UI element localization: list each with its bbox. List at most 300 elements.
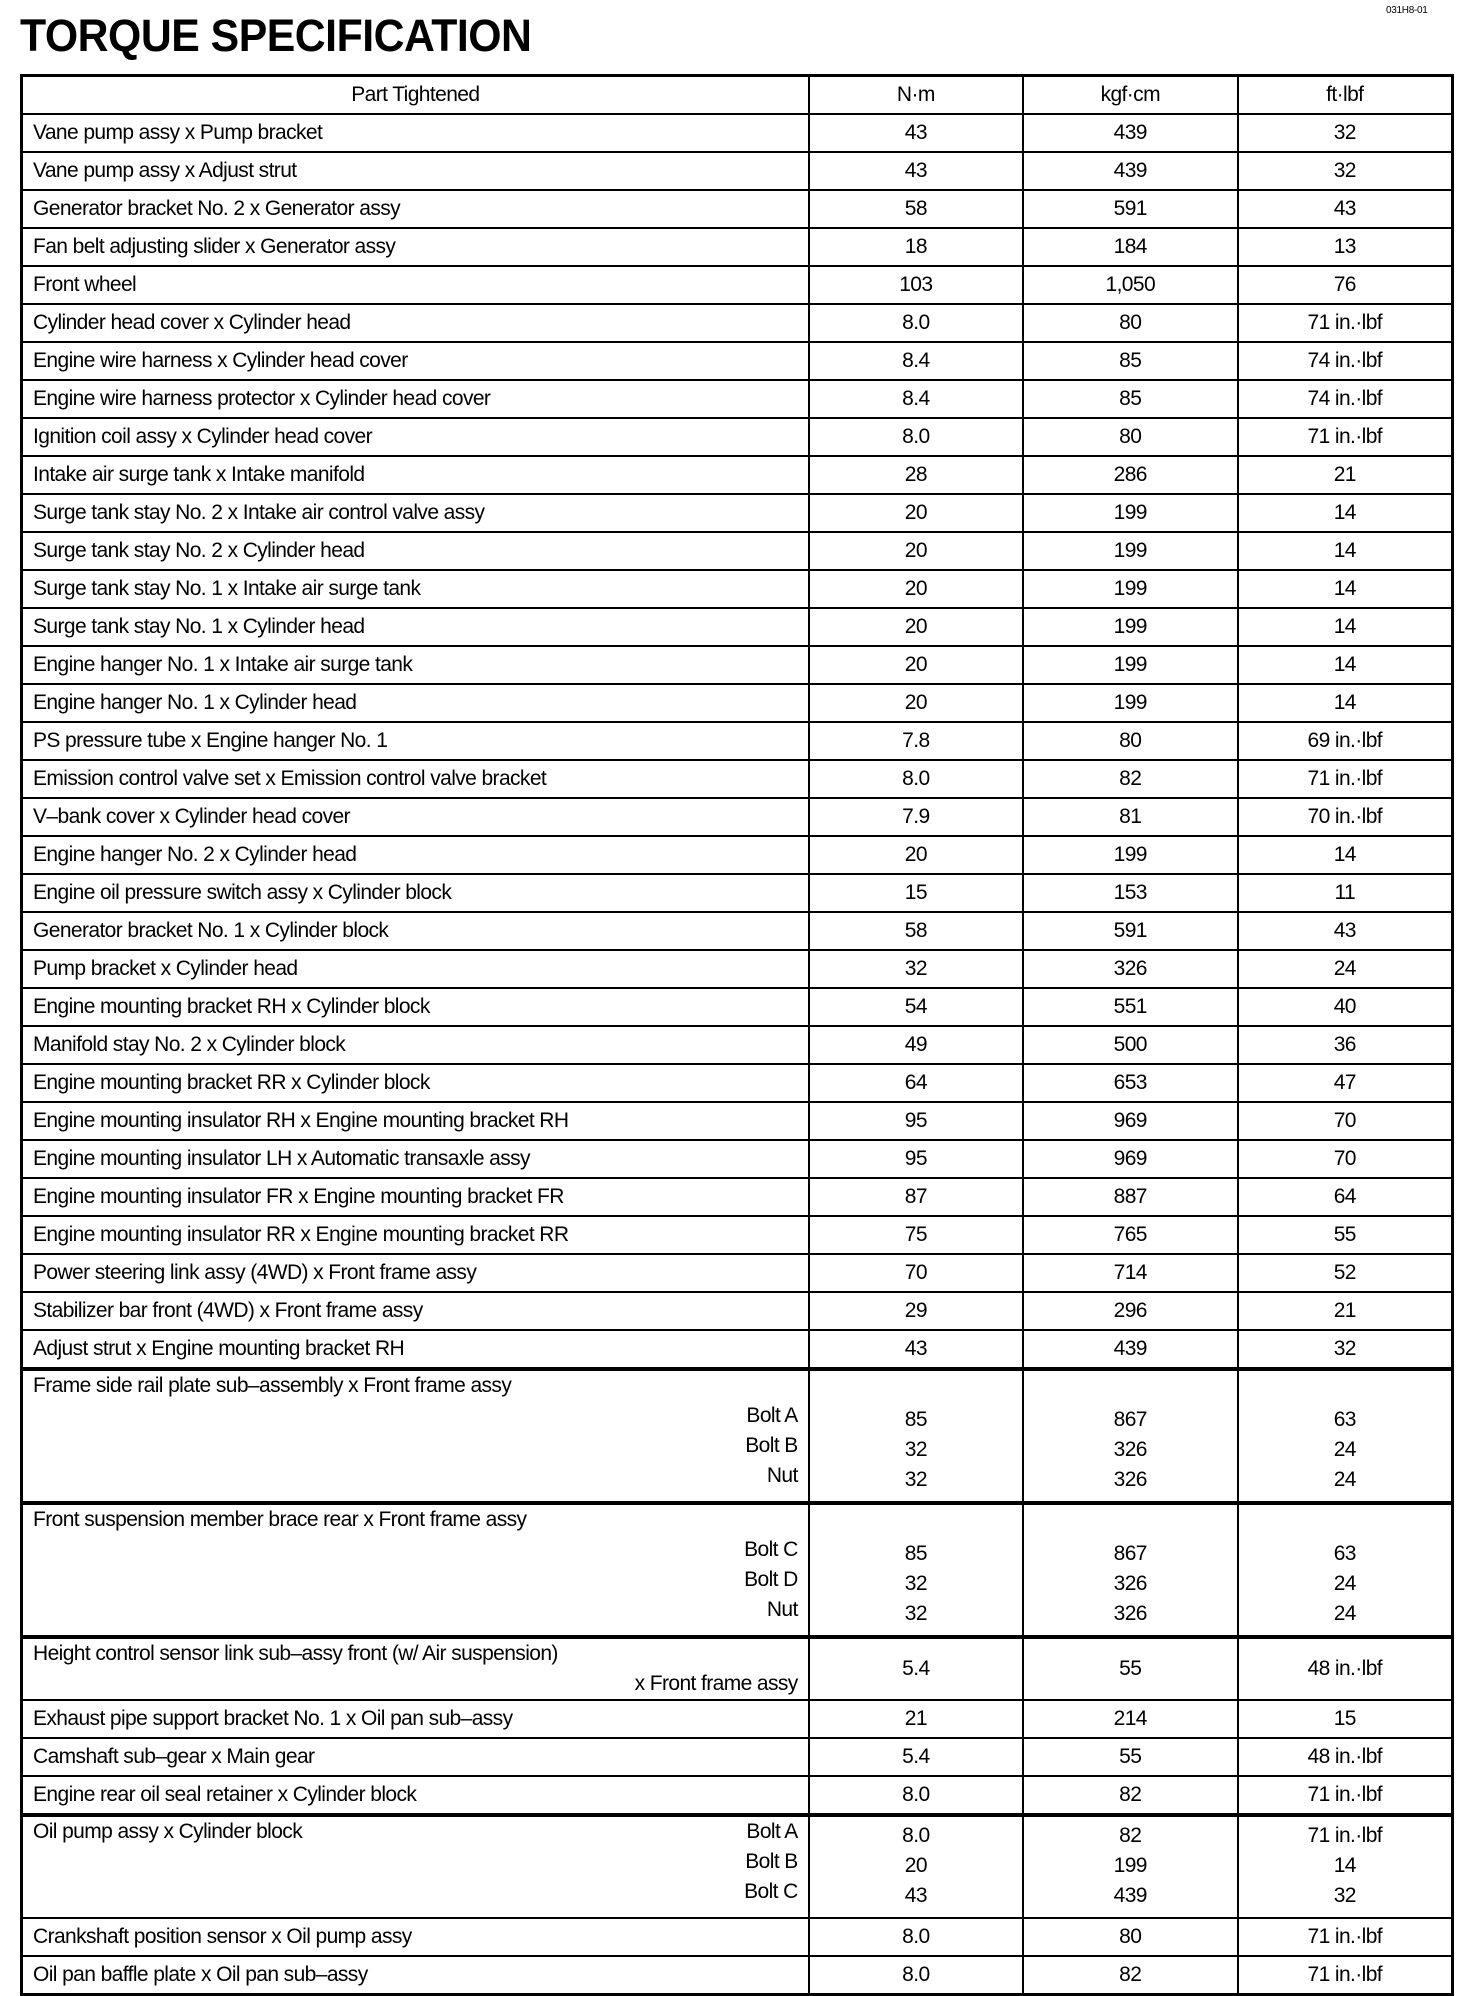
ftlbf-value: 15 bbox=[1238, 1700, 1453, 1738]
kgfcm-value: 55 bbox=[1023, 1738, 1238, 1776]
part-name: Surge tank stay No. 2 x Cylinder head bbox=[33, 539, 365, 562]
header-ftlbf: ft·lbf bbox=[1238, 76, 1453, 115]
kgfcm-value: 1,050 bbox=[1023, 266, 1238, 304]
nm-value: 43 bbox=[904, 1884, 927, 1907]
kgfcm-value-cell bbox=[1023, 1815, 1238, 1918]
table-row bbox=[22, 874, 1453, 912]
table-row bbox=[22, 1178, 1453, 1216]
nm-value: 8.0 bbox=[809, 418, 1023, 456]
kgfcm-value: 867 bbox=[1113, 1542, 1147, 1565]
fastener-label: Bolt D bbox=[744, 1568, 798, 1591]
part-cell bbox=[22, 152, 809, 190]
spacer bbox=[1239, 1509, 1451, 1539]
table-row bbox=[22, 494, 1453, 532]
kgfcm-value: 500 bbox=[1023, 1026, 1238, 1064]
kgfcm-value: 969 bbox=[1023, 1102, 1238, 1140]
ftlbf-value: 52 bbox=[1238, 1254, 1453, 1292]
part-cell bbox=[22, 798, 809, 836]
part-cell bbox=[22, 1918, 809, 1956]
table-row bbox=[22, 342, 1453, 380]
nm-value: 29 bbox=[809, 1292, 1023, 1330]
nm-value: 32 bbox=[904, 1602, 927, 1625]
kgfcm-value: 439 bbox=[1113, 1884, 1147, 1907]
nm-value: 87 bbox=[809, 1178, 1023, 1216]
part-name: PS pressure tube x Engine hanger No. 1 bbox=[33, 729, 388, 752]
nm-value: 28 bbox=[809, 456, 1023, 494]
ftlbf-value: 71 in.·lbf bbox=[1238, 304, 1453, 342]
kgfcm-value-cell bbox=[1023, 1369, 1238, 1503]
spacer bbox=[810, 1509, 1022, 1539]
nm-value: 20 bbox=[809, 532, 1023, 570]
part-name: Intake air surge tank x Intake manifold bbox=[33, 463, 365, 486]
header-kgfcm: kgf·cm bbox=[1023, 76, 1238, 115]
fastener-label: Nut bbox=[766, 1598, 798, 1621]
ftlbf-value: 24 bbox=[1333, 1438, 1356, 1461]
table-row bbox=[22, 760, 1453, 798]
table-row bbox=[22, 798, 1453, 836]
ftlbf-value: 24 bbox=[1333, 1468, 1356, 1491]
nm-value: 32 bbox=[904, 1468, 927, 1491]
table-row bbox=[22, 836, 1453, 874]
ftlbf-value: 11 bbox=[1238, 874, 1453, 912]
ftlbf-value: 71 in.·lbf bbox=[1238, 1918, 1453, 1956]
part-cell bbox=[22, 190, 809, 228]
kgfcm-value: 80 bbox=[1023, 1918, 1238, 1956]
page-title: TORQUE SPECIFICATION bbox=[20, 10, 532, 61]
part-name: Engine wire harness x Cylinder head cover bbox=[33, 349, 408, 372]
kgfcm-value: 82 bbox=[1023, 760, 1238, 798]
part-cell bbox=[22, 760, 809, 798]
kgfcm-value: 82 bbox=[1023, 1956, 1238, 1995]
part-name: Ignition coil assy x Cylinder head cover bbox=[33, 425, 373, 448]
kgfcm-value: 214 bbox=[1023, 1700, 1238, 1738]
ftlbf-value: 70 in.·lbf bbox=[1238, 798, 1453, 836]
kgfcm-value: 199 bbox=[1023, 570, 1238, 608]
ftlbf-value: 32 bbox=[1238, 152, 1453, 190]
part-name: Power steering link assy (4WD) x Front frame assy bbox=[33, 1261, 477, 1284]
ftlbf-value: 74 in.·lbf bbox=[1238, 380, 1453, 418]
header-nm: N·m bbox=[809, 76, 1023, 115]
part-cell bbox=[22, 988, 809, 1026]
part-name: Adjust strut x Engine mounting bracket RH bbox=[33, 1337, 405, 1360]
kgfcm-value: 199 bbox=[1023, 494, 1238, 532]
part-name: Surge tank stay No. 1 x Cylinder head bbox=[33, 615, 365, 638]
nm-value: 20 bbox=[809, 494, 1023, 532]
kgfcm-value: 85 bbox=[1023, 342, 1238, 380]
part-cell bbox=[22, 570, 809, 608]
table-row bbox=[22, 1102, 1453, 1140]
nm-value: 8.4 bbox=[809, 380, 1023, 418]
ftlbf-value: 14 bbox=[1238, 608, 1453, 646]
part-name: Vane pump assy x Pump bracket bbox=[33, 121, 323, 144]
nm-value: 58 bbox=[809, 190, 1023, 228]
part-name: Engine oil pressure switch assy x Cylinder block bbox=[33, 881, 452, 904]
table-row bbox=[22, 190, 1453, 228]
part-cell bbox=[22, 1503, 809, 1637]
ftlbf-value: 14 bbox=[1238, 684, 1453, 722]
table-row bbox=[22, 912, 1453, 950]
ftlbf-value: 71 in.·lbf bbox=[1307, 1824, 1383, 1847]
part-cell bbox=[22, 1700, 809, 1738]
ftlbf-value: 71 in.·lbf bbox=[1238, 418, 1453, 456]
nm-value: 8.0 bbox=[809, 1956, 1023, 1995]
ftlbf-value: 47 bbox=[1238, 1064, 1453, 1102]
torque-table bbox=[20, 74, 1454, 1996]
part-cell bbox=[22, 494, 809, 532]
nm-value: 95 bbox=[809, 1102, 1023, 1140]
kgfcm-value: 653 bbox=[1023, 1064, 1238, 1102]
nm-value: 70 bbox=[809, 1254, 1023, 1292]
kgfcm-value: 85 bbox=[1023, 380, 1238, 418]
part-cell bbox=[22, 228, 809, 266]
part-cell bbox=[22, 1216, 809, 1254]
nm-value-cell bbox=[809, 1815, 1023, 1918]
table-row bbox=[22, 988, 1453, 1026]
part-cell bbox=[22, 874, 809, 912]
kgfcm-value: 81 bbox=[1023, 798, 1238, 836]
part-name: Engine mounting bracket RH x Cylinder block bbox=[33, 995, 430, 1018]
ftlbf-value: 64 bbox=[1238, 1178, 1453, 1216]
spacer bbox=[1024, 1509, 1237, 1539]
kgfcm-value: 286 bbox=[1023, 456, 1238, 494]
ftlbf-value: 63 bbox=[1333, 1408, 1356, 1431]
ftlbf-value: 32 bbox=[1333, 1884, 1356, 1907]
ftlbf-value: 63 bbox=[1333, 1542, 1356, 1565]
part-cell bbox=[22, 380, 809, 418]
kgfcm-value: 326 bbox=[1023, 950, 1238, 988]
fastener-label: Bolt C bbox=[744, 1880, 798, 1903]
table-row bbox=[22, 266, 1453, 304]
nm-value: 43 bbox=[809, 152, 1023, 190]
part-name: Engine hanger No. 1 x Cylinder head bbox=[33, 691, 357, 714]
nm-value: 8.4 bbox=[809, 342, 1023, 380]
part-cell bbox=[22, 1637, 809, 1700]
part-cell bbox=[22, 1102, 809, 1140]
nm-value: 43 bbox=[809, 114, 1023, 152]
part-name: Crankshaft position sensor x Oil pump assy bbox=[33, 1925, 412, 1948]
table-row bbox=[22, 722, 1453, 760]
part-name: Engine hanger No. 1 x Intake air surge tank bbox=[33, 653, 413, 676]
ftlbf-value: 32 bbox=[1238, 114, 1453, 152]
table-row bbox=[22, 114, 1453, 152]
part-name: Exhaust pipe support bracket No. 1 x Oil pan sub–assy bbox=[33, 1707, 513, 1730]
nm-value: 32 bbox=[904, 1572, 927, 1595]
part-name: Surge tank stay No. 1 x Intake air surge tank bbox=[33, 577, 421, 600]
nm-value: 18 bbox=[809, 228, 1023, 266]
table-row bbox=[22, 1776, 1453, 1815]
part-line bbox=[33, 1817, 798, 1847]
ftlbf-value: 14 bbox=[1333, 1854, 1356, 1877]
nm-value: 8.0 bbox=[809, 1918, 1023, 1956]
table-row bbox=[22, 1330, 1453, 1369]
nm-value: 54 bbox=[809, 988, 1023, 1026]
part-name: Stabilizer bar front (4WD) x Front frame assy bbox=[33, 1299, 423, 1322]
part-name: Manifold stay No. 2 x Cylinder block bbox=[33, 1033, 346, 1056]
nm-value: 20 bbox=[904, 1854, 927, 1877]
part-cell bbox=[22, 1956, 809, 1995]
nm-value: 5.4 bbox=[809, 1738, 1023, 1776]
part-cell bbox=[22, 836, 809, 874]
kgfcm-value: 887 bbox=[1023, 1178, 1238, 1216]
nm-value-cell bbox=[809, 1369, 1023, 1503]
nm-value: 21 bbox=[809, 1700, 1023, 1738]
part-name: Front wheel bbox=[33, 273, 137, 296]
table-row bbox=[22, 1292, 1453, 1330]
part-name: Camshaft sub–gear x Main gear bbox=[33, 1745, 315, 1768]
kgfcm-value: 439 bbox=[1023, 114, 1238, 152]
ftlbf-value: 32 bbox=[1238, 1330, 1453, 1369]
kgfcm-value: 326 bbox=[1113, 1602, 1147, 1625]
ftlbf-value: 70 bbox=[1238, 1102, 1453, 1140]
kgfcm-value: 199 bbox=[1023, 836, 1238, 874]
ftlbf-value: 76 bbox=[1238, 266, 1453, 304]
part-name: Front suspension member brace rear x Front frame assy bbox=[33, 1508, 527, 1531]
kgfcm-value: 199 bbox=[1023, 684, 1238, 722]
part-cell bbox=[22, 950, 809, 988]
table-row bbox=[22, 1918, 1453, 1956]
nm-value: 20 bbox=[809, 836, 1023, 874]
nm-value: 7.8 bbox=[809, 722, 1023, 760]
table-row bbox=[22, 1503, 1453, 1637]
kgfcm-value: 591 bbox=[1023, 190, 1238, 228]
nm-value: 85 bbox=[904, 1408, 927, 1431]
fastener-label: Nut bbox=[766, 1464, 798, 1487]
table-header-row bbox=[22, 76, 1453, 115]
document-code: 031H8-01 bbox=[1386, 5, 1428, 16]
table-row bbox=[22, 1140, 1453, 1178]
ftlbf-value: 48 in.·lbf bbox=[1238, 1738, 1453, 1776]
nm-value: 20 bbox=[809, 608, 1023, 646]
ftlbf-value: 14 bbox=[1238, 532, 1453, 570]
part-name: Height control sensor link sub–assy front (w/ Air suspension) bbox=[33, 1642, 558, 1665]
part-cell bbox=[22, 1178, 809, 1216]
nm-value: 15 bbox=[809, 874, 1023, 912]
fastener-label: Bolt A bbox=[746, 1404, 798, 1427]
kgfcm-value: 184 bbox=[1023, 228, 1238, 266]
table-row bbox=[22, 456, 1453, 494]
table-row bbox=[22, 304, 1453, 342]
table-row bbox=[22, 1369, 1453, 1503]
part-name: Engine wire harness protector x Cylinder head cover bbox=[33, 387, 491, 410]
part-cell bbox=[22, 1815, 809, 1918]
part-cell bbox=[22, 646, 809, 684]
table-row bbox=[22, 418, 1453, 456]
nm-value: 95 bbox=[809, 1140, 1023, 1178]
part-cell bbox=[22, 1026, 809, 1064]
ftlbf-value: 70 bbox=[1238, 1140, 1453, 1178]
ftlbf-value: 14 bbox=[1238, 494, 1453, 532]
table-row bbox=[22, 1064, 1453, 1102]
nm-value-cell bbox=[809, 1503, 1023, 1637]
part-cell bbox=[22, 456, 809, 494]
table-row bbox=[22, 950, 1453, 988]
nm-value: 20 bbox=[809, 646, 1023, 684]
ftlbf-value-cell bbox=[1238, 1503, 1453, 1637]
ftlbf-value: 43 bbox=[1238, 190, 1453, 228]
part-cell bbox=[22, 1292, 809, 1330]
nm-value: 58 bbox=[809, 912, 1023, 950]
part-cell bbox=[22, 114, 809, 152]
nm-value: 85 bbox=[904, 1542, 927, 1565]
fastener-label: Bolt C bbox=[744, 1538, 798, 1561]
nm-value: 5.4 bbox=[809, 1637, 1023, 1700]
part-name-continued: x Front frame assy bbox=[634, 1672, 798, 1695]
part-name: Emission control valve set x Emission control valve bracket bbox=[33, 767, 547, 790]
part-name: Fan belt adjusting slider x Generator assy bbox=[33, 235, 396, 258]
header-part: Part Tightened bbox=[22, 76, 809, 115]
table-row bbox=[22, 1956, 1453, 1995]
kgfcm-value: 80 bbox=[1023, 722, 1238, 760]
ftlbf-value: 13 bbox=[1238, 228, 1453, 266]
part-name: V–bank cover x Cylinder head cover bbox=[33, 805, 350, 828]
part-cell bbox=[22, 912, 809, 950]
spacer bbox=[1024, 1375, 1237, 1405]
nm-value: 8.0 bbox=[902, 1824, 930, 1847]
fastener-label: Bolt B bbox=[745, 1434, 798, 1457]
kgfcm-value: 199 bbox=[1023, 646, 1238, 684]
spacer bbox=[810, 1375, 1022, 1405]
part-cell bbox=[22, 418, 809, 456]
ftlbf-value: 74 in.·lbf bbox=[1238, 342, 1453, 380]
table-row bbox=[22, 1026, 1453, 1064]
part-name: Generator bracket No. 2 x Generator assy bbox=[33, 197, 401, 220]
ftlbf-value: 21 bbox=[1238, 1292, 1453, 1330]
nm-value: 43 bbox=[809, 1330, 1023, 1369]
kgfcm-value: 326 bbox=[1113, 1572, 1147, 1595]
ftlbf-value: 71 in.·lbf bbox=[1238, 760, 1453, 798]
kgfcm-value: 82 bbox=[1023, 1776, 1238, 1815]
table-row bbox=[22, 380, 1453, 418]
part-cell bbox=[22, 1254, 809, 1292]
ftlbf-value: 21 bbox=[1238, 456, 1453, 494]
part-name: Engine mounting insulator RH x Engine mounting bracket RH bbox=[33, 1109, 569, 1132]
part-name: Engine mounting insulator LH x Automatic transaxle assy bbox=[33, 1147, 530, 1170]
part-cell bbox=[22, 1369, 809, 1503]
part-cell bbox=[22, 304, 809, 342]
spacer bbox=[1239, 1375, 1451, 1405]
ftlbf-value-cell bbox=[1238, 1369, 1453, 1503]
part-name: Engine mounting insulator FR x Engine mounting bracket FR bbox=[33, 1185, 564, 1208]
kgfcm-value: 969 bbox=[1023, 1140, 1238, 1178]
table-row bbox=[22, 1815, 1453, 1918]
kgfcm-value: 199 bbox=[1113, 1854, 1147, 1877]
kgfcm-value: 551 bbox=[1023, 988, 1238, 1026]
fastener-label: Bolt A bbox=[746, 1820, 798, 1843]
table-row bbox=[22, 1700, 1453, 1738]
kgfcm-value: 326 bbox=[1113, 1468, 1147, 1491]
table-row bbox=[22, 152, 1453, 190]
ftlbf-value: 71 in.·lbf bbox=[1238, 1956, 1453, 1995]
part-cell bbox=[22, 1776, 809, 1815]
part-name: Oil pan baffle plate x Oil pan sub–assy bbox=[33, 1963, 368, 1986]
kgfcm-value: 199 bbox=[1023, 532, 1238, 570]
part-cell bbox=[22, 342, 809, 380]
ftlbf-value: 14 bbox=[1238, 646, 1453, 684]
part-name: Engine mounting insulator RR x Engine mounting bracket RR bbox=[33, 1223, 569, 1246]
part-name: Engine hanger No. 2 x Cylinder head bbox=[33, 843, 357, 866]
nm-value: 20 bbox=[809, 570, 1023, 608]
ftlbf-value: 14 bbox=[1238, 570, 1453, 608]
part-name: Engine mounting bracket RR x Cylinder block bbox=[33, 1071, 430, 1094]
kgfcm-value: 199 bbox=[1023, 608, 1238, 646]
nm-value: 64 bbox=[809, 1064, 1023, 1102]
table-row bbox=[22, 1254, 1453, 1292]
part-name: Frame side rail plate sub–assembly x Front frame assy bbox=[33, 1374, 512, 1397]
part-cell bbox=[22, 608, 809, 646]
kgfcm-value: 80 bbox=[1023, 418, 1238, 456]
nm-value: 8.0 bbox=[809, 1776, 1023, 1815]
ftlbf-value: 48 in.·lbf bbox=[1238, 1637, 1453, 1700]
ftlbf-value: 55 bbox=[1238, 1216, 1453, 1254]
table-row bbox=[22, 228, 1453, 266]
kgfcm-value: 867 bbox=[1113, 1408, 1147, 1431]
table-row bbox=[22, 608, 1453, 646]
kgfcm-value: 765 bbox=[1023, 1216, 1238, 1254]
ftlbf-value: 24 bbox=[1238, 950, 1453, 988]
kgfcm-value-cell bbox=[1023, 1503, 1238, 1637]
ftlbf-value: 71 in.·lbf bbox=[1238, 1776, 1453, 1815]
ftlbf-value-cell bbox=[1238, 1815, 1453, 1918]
kgfcm-value: 153 bbox=[1023, 874, 1238, 912]
kgfcm-value: 591 bbox=[1023, 912, 1238, 950]
part-cell bbox=[22, 266, 809, 304]
table-row bbox=[22, 1738, 1453, 1776]
kgfcm-value: 439 bbox=[1023, 1330, 1238, 1369]
kgfcm-value: 296 bbox=[1023, 1292, 1238, 1330]
kgfcm-value: 439 bbox=[1023, 152, 1238, 190]
fastener-label: Bolt B bbox=[745, 1850, 798, 1873]
table-row bbox=[22, 570, 1453, 608]
table-row bbox=[22, 684, 1453, 722]
part-cell bbox=[22, 532, 809, 570]
part-cell bbox=[22, 1064, 809, 1102]
ftlbf-value: 36 bbox=[1238, 1026, 1453, 1064]
ftlbf-value: 24 bbox=[1333, 1572, 1356, 1595]
part-cell bbox=[22, 684, 809, 722]
part-name: Vane pump assy x Adjust strut bbox=[33, 159, 297, 182]
nm-value: 7.9 bbox=[809, 798, 1023, 836]
part-name: Cylinder head cover x Cylinder head bbox=[33, 311, 351, 334]
part-name: Surge tank stay No. 2 x Intake air control valve assy bbox=[33, 501, 485, 524]
ftlbf-value: 69 in.·lbf bbox=[1238, 722, 1453, 760]
nm-value: 75 bbox=[809, 1216, 1023, 1254]
nm-value: 49 bbox=[809, 1026, 1023, 1064]
kgfcm-value: 326 bbox=[1113, 1438, 1147, 1461]
part-name: Oil pump assy x Cylinder block bbox=[33, 1820, 303, 1843]
kgfcm-value: 80 bbox=[1023, 304, 1238, 342]
nm-value: 32 bbox=[809, 950, 1023, 988]
nm-value: 8.0 bbox=[809, 304, 1023, 342]
part-name: Pump bracket x Cylinder head bbox=[33, 957, 298, 980]
kgfcm-value: 55 bbox=[1023, 1637, 1238, 1700]
table-row bbox=[22, 646, 1453, 684]
part-cell bbox=[22, 1738, 809, 1776]
table-row bbox=[22, 1637, 1453, 1700]
ftlbf-value: 14 bbox=[1238, 836, 1453, 874]
part-name: Engine rear oil seal retainer x Cylinder block bbox=[33, 1783, 417, 1806]
ftlbf-value: 24 bbox=[1333, 1602, 1356, 1625]
kgfcm-value: 82 bbox=[1119, 1824, 1142, 1847]
part-cell bbox=[22, 1140, 809, 1178]
nm-value: 32 bbox=[904, 1438, 927, 1461]
ftlbf-value: 40 bbox=[1238, 988, 1453, 1026]
nm-value: 103 bbox=[809, 266, 1023, 304]
kgfcm-value: 714 bbox=[1023, 1254, 1238, 1292]
part-cell bbox=[22, 1330, 809, 1369]
table-row bbox=[22, 532, 1453, 570]
nm-value: 8.0 bbox=[809, 760, 1023, 798]
nm-value: 20 bbox=[809, 684, 1023, 722]
